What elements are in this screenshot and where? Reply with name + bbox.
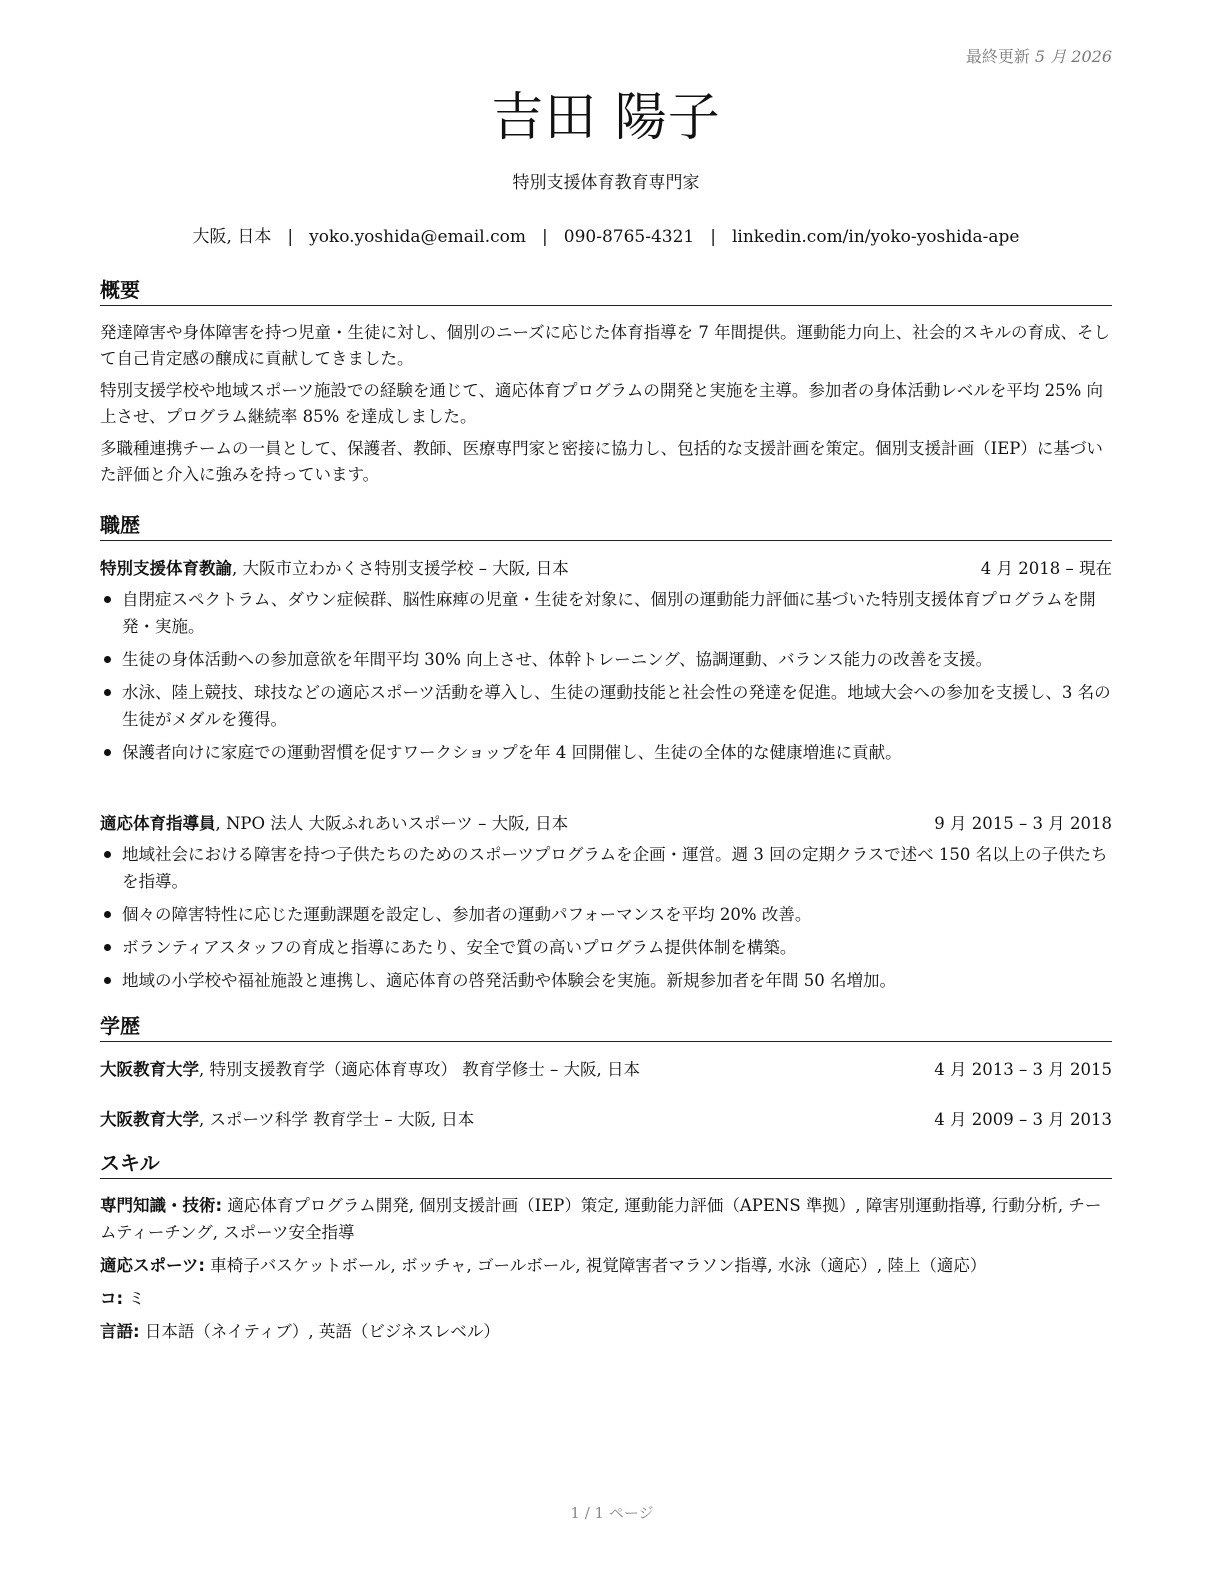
job-role: 特別支援体育教諭 (100, 559, 232, 578)
bullet-text: 保護者向けに家庭での運動習慣を促すワークショップを年 4 回開催し、生徒の全体的な健康増進に貢献。 (122, 743, 902, 762)
contact-line (100, 226, 1112, 248)
bullet-icon (104, 656, 111, 663)
bullet-icon (104, 944, 111, 951)
list-item (100, 586, 1112, 640)
summary-paragraph: 多職種連携チームの一員として、保護者、教師、医療専門家と密接に協力し、包括的な支援計画を策定。個別支援計画（IEP）に基づいた評価と介入に強みを持っています。 (100, 439, 1103, 484)
skill-value: 車椅子バスケットボール, ボッチャ, ゴールボール, 視覚障害者マラソン指導, 水泳（適応）, 陸上（適応） (204, 1256, 987, 1275)
job-bullet-list (100, 586, 1112, 766)
contact-email[interactable]: yoko.yoshida@email.com (309, 227, 527, 247)
bullet-text: 地域社会における障害を持つ子供たちのためのスポーツプログラムを企画・運営。週 3 回の定期クラスで述べ 150 名以上の子供たちを指導。 (122, 845, 1108, 891)
bullet-text: 地域の小学校や福祉施設と連携し、適応体育の啓発活動や体験会を実施。新規参加者を年間 50 名増加。 (122, 971, 896, 990)
education-degree (100, 1107, 474, 1133)
job-position (100, 556, 569, 582)
education-degree (100, 1057, 640, 1083)
contact-separator: | (287, 227, 294, 247)
skill-label: 適応スポーツ: (100, 1256, 205, 1275)
skill-label: 言語: (100, 1322, 140, 1341)
job-dates: 9 月 2015 – 3 月 2018 (934, 814, 1112, 833)
job-entry (100, 811, 1112, 1000)
bullet-icon (104, 977, 111, 984)
list-item (100, 901, 1112, 928)
skill-label: コ: (100, 1289, 124, 1308)
education-school: 大阪教育大学 (100, 1110, 199, 1129)
skill-line (100, 1285, 1112, 1312)
bullet-text: 生徒の身体活動への参加意欲を年間平均 30% 向上させ、体幹トレーニング、協調運動、バランス能力の改善を支援。 (122, 650, 993, 669)
skill-line (100, 1192, 1112, 1246)
contact-separator: | (710, 227, 716, 247)
education-entry (100, 1057, 1112, 1083)
bullet-icon (104, 851, 111, 858)
summary-paragraph: 発達障害や身体障害を持つ児童・生徒に対し、個別のニーズに応じた体育指導を 7 年間提供。運動能力向上、社会的スキルの育成、そして自己肯定感の醸成に貢献してきました。 (100, 323, 1110, 368)
bullet-text: ボランティアスタッフの育成と指導にあたり、安全で質の高いプログラム提供体制を構築。 (122, 938, 797, 957)
job-organization: , 大阪市立わかくさ特別支援学校 – 大阪, 日本 (232, 559, 569, 578)
section-title-education: 学歴 (100, 1013, 1112, 1042)
list-item (100, 646, 1112, 673)
contact-linkedin[interactable]: linkedin.com/in/yoko-yoshida-ape (731, 227, 1020, 247)
last-updated (966, 44, 1112, 67)
job-title: 特別支援体育教育専門家 (512, 173, 700, 193)
skill-label: 専門知識・技術: (100, 1196, 223, 1215)
skill-line (100, 1318, 1112, 1345)
bullet-icon (104, 596, 111, 603)
section-title-skills: スキル (100, 1150, 1112, 1179)
job-dates: 4 月 2018 – 現在 (980, 559, 1112, 578)
bullet-text: 水泳、陸上競技、球技などの適応スポーツ活動を導入し、生徒の運動技能と社会性の発達を促進。地域大会への参加を支援し、3 名の生徒がメダルを獲得。 (122, 683, 1111, 729)
education-header (100, 1107, 1112, 1133)
skills-section (100, 1192, 1112, 1351)
education-dates: 4 月 2013 – 3 月 2015 (934, 1060, 1112, 1079)
skill-value: 適応体育プログラム開発, 個別支援計画（IEP）策定, 運動能力評価（APENS 準拠）, 障害別運動指導, 行動分析, チームティーチング, スポーツ安全指導 (100, 1196, 1102, 1242)
list-item (100, 739, 1112, 766)
bullet-icon (104, 689, 111, 696)
summary-section (100, 320, 1112, 494)
updated-date: 5 月 2026 (1034, 47, 1112, 66)
skill-value: ミ (123, 1289, 145, 1308)
education-detail: , スポーツ科学 教育学士 – 大阪, 日本 (199, 1110, 475, 1129)
bullet-icon (104, 749, 111, 756)
job-header (100, 811, 1112, 837)
contact-separator: | (542, 227, 548, 247)
education-header (100, 1057, 1112, 1083)
skill-value: 日本語（ネイティブ）, 英語（ビジネスレベル） (139, 1322, 500, 1341)
bullet-text: 自閉症スペクトラム、ダウン症候群、脳性麻痺の児童・生徒を対象に、個別の運動能力評価に基づいた特別支援体育プログラムを開発・実施。 (122, 590, 1096, 636)
contact-phone[interactable]: 090-8765-4321 (563, 227, 695, 247)
education-entry (100, 1107, 1112, 1133)
section-title-summary: 概要 (100, 277, 1112, 306)
page-number: 1 / 1 ページ (570, 1504, 654, 1522)
skill-line (100, 1252, 1112, 1279)
education-school: 大阪教育大学 (100, 1060, 199, 1079)
summary-paragraph: 特別支援学校や地域スポーツ施設での経験を通じて、適応体育プログラムの開発と実施を主導。参加者の身体活動レベルを平均 25% 向上させ、プログラム継続率 85% を達成しました。 (100, 381, 1104, 426)
contact-location: 大阪, 日本 (192, 227, 272, 247)
education-detail: , 特別支援教育学（適応体育専攻） 教育学修士 – 大阪, 日本 (199, 1060, 640, 1079)
list-item (100, 841, 1112, 895)
bullet-text: 個々の障害特性に応じた運動課題を設定し、参加者の運動パフォーマンスを平均 20% 改善。 (122, 905, 812, 924)
job-position (100, 811, 568, 837)
job-header (100, 556, 1112, 582)
job-bullet-list (100, 841, 1112, 994)
section-title-experience: 職歴 (100, 512, 1112, 541)
list-item (100, 934, 1112, 961)
updated-label: 最終更新 (965, 47, 1030, 66)
job-role: 適応体育指導員 (100, 814, 216, 833)
person-name: 吉田 陽子 (491, 88, 721, 148)
education-dates: 4 月 2009 – 3 月 2013 (934, 1110, 1112, 1129)
job-organization: , NPO 法人 大阪ふれあいスポーツ – 大阪, 日本 (215, 814, 569, 833)
job-entry (100, 556, 1112, 772)
bullet-icon (104, 911, 111, 918)
list-item (100, 679, 1112, 733)
list-item (100, 967, 1112, 994)
